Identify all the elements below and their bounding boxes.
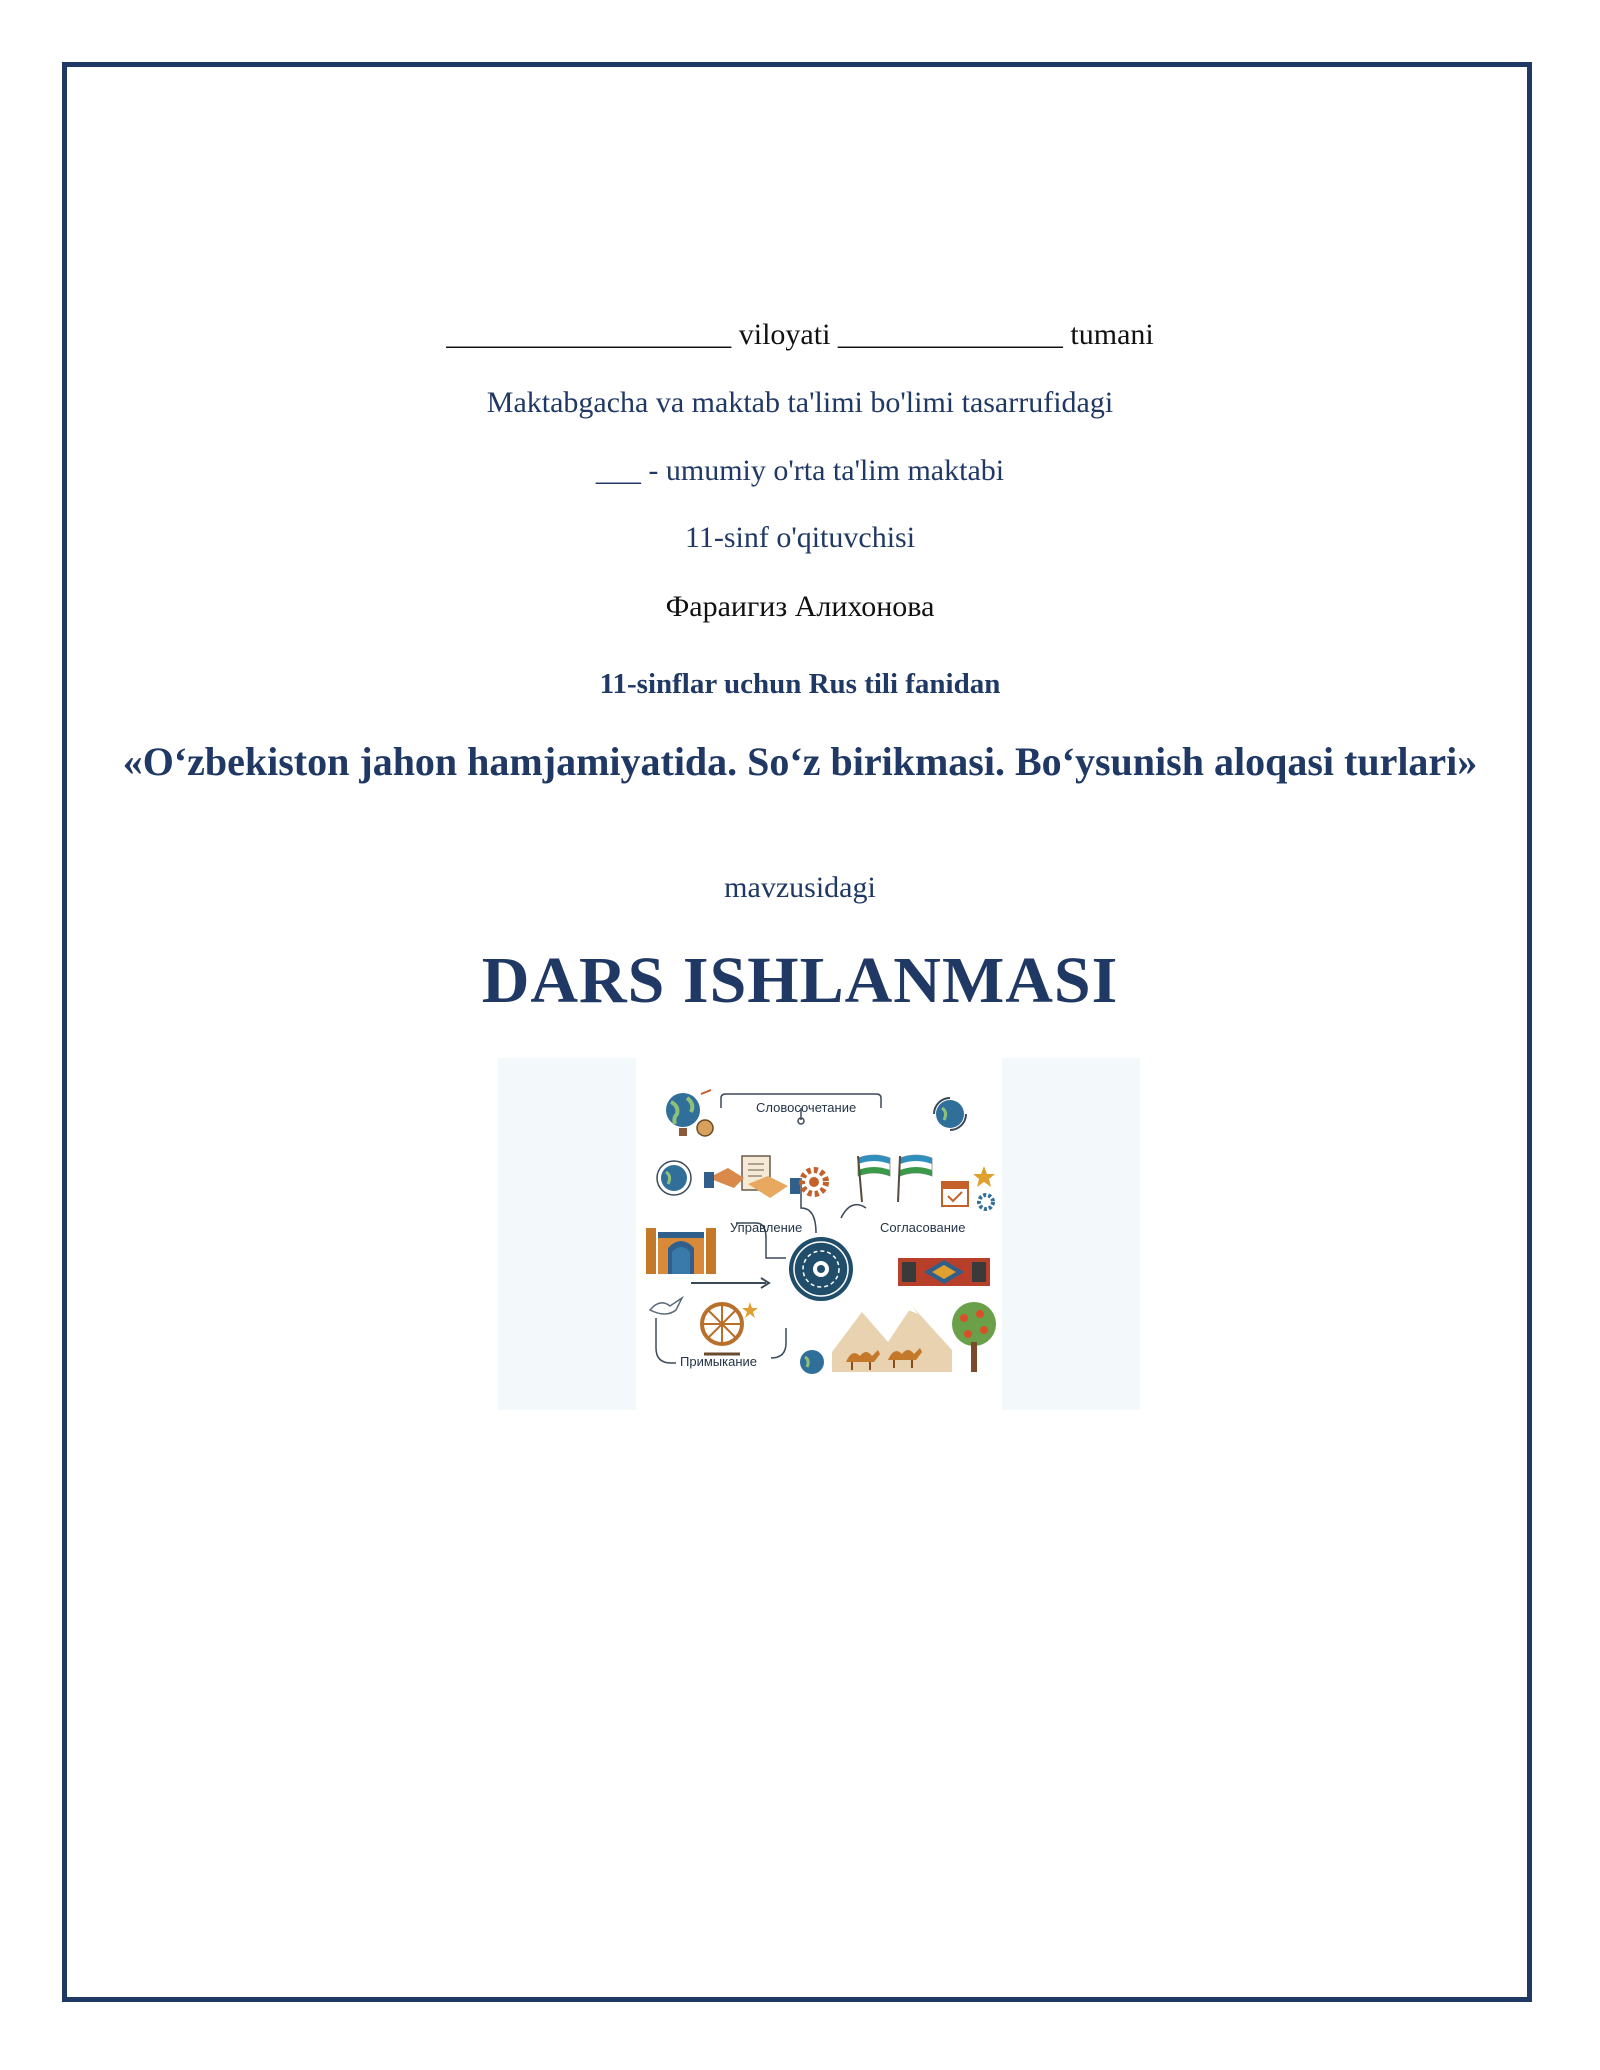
topic-suffix: mavzusidagi <box>724 871 876 904</box>
handshake-document-icon <box>704 1154 804 1206</box>
school-line: ___ - umumiy o'rta ta'lim maktabi <box>595 454 1005 487</box>
subject-line: 11-sinflar uchun Rus tili fanidan <box>599 668 1001 700</box>
spinning-wheel-icon <box>694 1298 758 1356</box>
region-line: ___________________ viloyati _______________ tumani <box>446 318 1154 351</box>
lesson-illustration <box>498 1058 1140 1410</box>
uzbekistan-flags-icon <box>854 1148 944 1204</box>
desert-camels-icon <box>832 1292 952 1372</box>
carpet-icon <box>896 1254 992 1290</box>
globe-arrows-icon <box>928 1092 972 1136</box>
madrasa-icon <box>642 1218 720 1276</box>
label-primykanie: Примыкание <box>680 1354 757 1369</box>
dove-icon <box>646 1292 686 1322</box>
fruit-tree-icon <box>946 1296 1002 1376</box>
document-type-title: DARS ISHLANMASI <box>481 944 1119 1017</box>
small-globe-icon <box>654 1158 694 1198</box>
bottom-globe-icon <box>794 1344 830 1380</box>
department-line: Maktabgacha va maktab ta'limi bo'limi tasarrufidagi <box>486 386 1114 419</box>
calendar-star-icon <box>940 1164 1002 1214</box>
illustration-canvas <box>636 1058 1002 1410</box>
teacher-role: 11-sinf o'qituvchisi <box>684 521 916 554</box>
label-soglasovanie: Согласование <box>880 1220 966 1235</box>
teacher-name: Фараигиз Алихонова <box>665 590 935 623</box>
label-slovosochetanie: Словосочетание <box>756 1100 857 1115</box>
globe-icon <box>661 1088 717 1140</box>
gear-icon <box>794 1162 834 1202</box>
page-border <box>62 62 1532 2002</box>
topic-title: «O‘zbekiston jahon hamjamiyatida. So‘z birikmasi. Bo‘ysunish aloqasi turlari» <box>122 739 1478 784</box>
label-upravlenie: Управление <box>730 1220 803 1235</box>
